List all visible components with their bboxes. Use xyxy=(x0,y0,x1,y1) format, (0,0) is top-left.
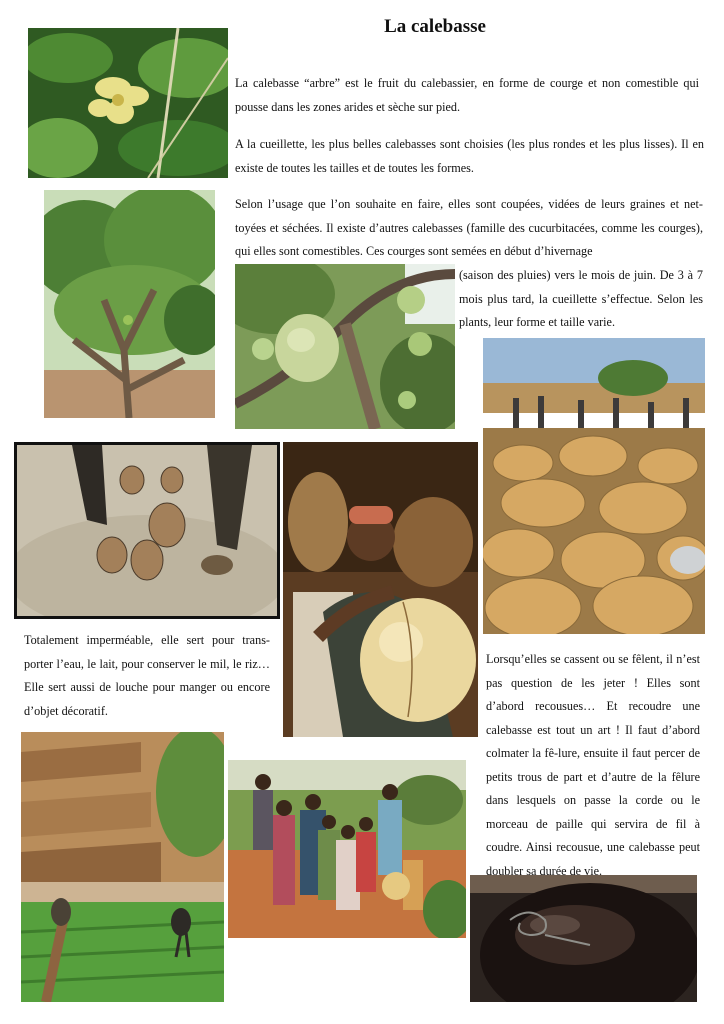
repaired-calabash-closeup-photo xyxy=(470,875,697,1002)
calabash-containers-photo xyxy=(14,442,280,619)
uses-paragraph: Totalement imperméable, elle sert pour trans-porter l’eau, le lait, pour conserver le mil, le riz… Elle sert aussi de louche pour manger ou encore d’objet décoratif. xyxy=(24,633,270,718)
page-title: La calebasse xyxy=(384,16,486,37)
calabash-tree-photo xyxy=(44,190,215,418)
repair-paragraph: Lorsqu’elles se cassent ou se fêlent, il n’est pas question de les jeter ! Elles sont d’abord recousues… Et recoudre une calebasse est tout un art ! Il faut d’abord colmater la fê-lure, ensuite il faut percer de petits trous de part et d’autre de la fêlure dans lesquels on passe la corde ou le morceau de paille qui servira de fil à coudre. Ainsi recousue, une calebasse peut doubler sa durée de vie. xyxy=(486,652,700,878)
gourds-on-branch-photo xyxy=(235,264,455,429)
cliff-fields-photo xyxy=(21,732,224,1002)
harvest-paragraph: A la cueillette, les plus belles calebasses sont choisies (les plus rondes et les plus lisses). Il en existe de toutes les tailles et de toutes les formes. xyxy=(235,137,704,175)
children-with-calabash-photo xyxy=(228,760,466,938)
man-sewing-calabash-photo xyxy=(283,442,478,737)
season-paragraph: (saison des pluies) vers le mois de juin. De 3 à 7 mois plus tard, la cueillette s’effectue. Selon les plants, leur forme et taille varie. xyxy=(459,268,703,329)
flower-photo xyxy=(28,28,228,178)
intro-paragraph: La calebasse “arbre” est le fruit du calebassier, en forme de courge et non comestible qui pousse dans les zones arides et sèche sur pied. xyxy=(235,76,699,114)
usage-paragraph: Selon l’usage que l’on souhaite en faire, elles sont coupées, vidées de leurs graines et net-toyées et séchées. Il existe d’autres calebasses (famille des cucurbitacées, comme les courges), qui elles sont comestibles. Ces courges sont semées en début d’hivernage xyxy=(235,197,703,258)
market-calabashes-photo xyxy=(483,338,705,634)
